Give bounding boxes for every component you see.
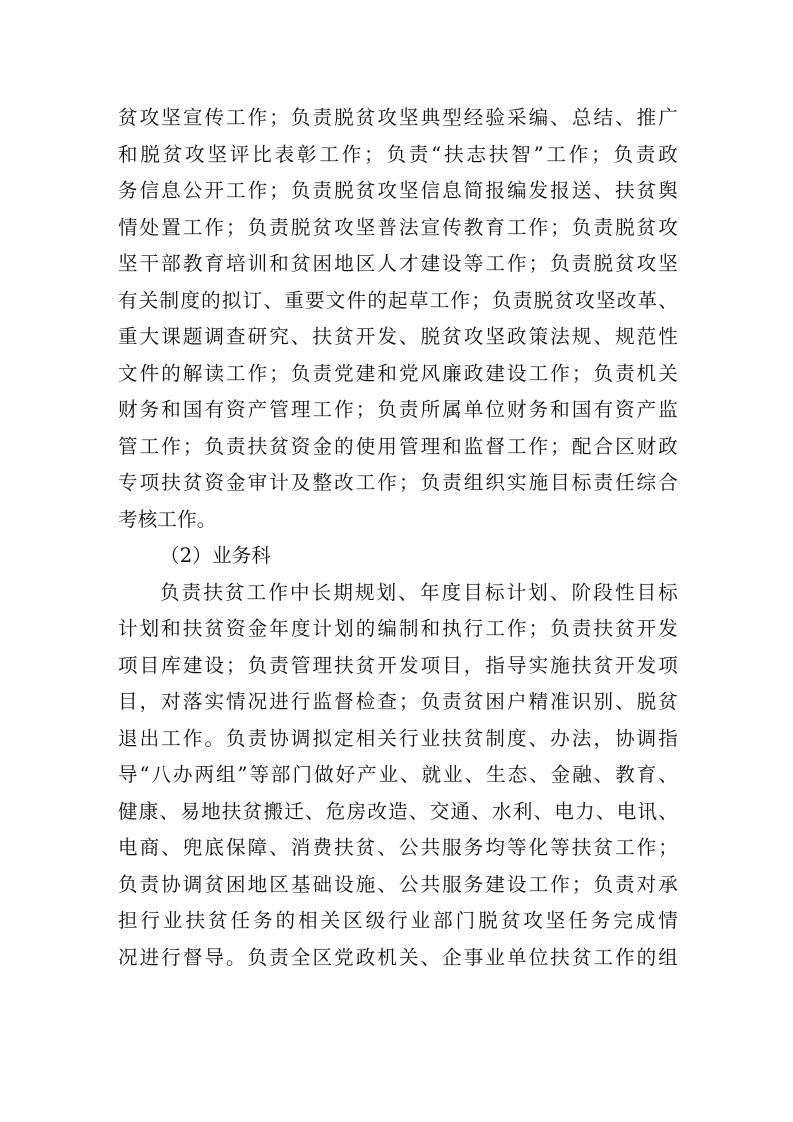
- text-line: 坚干部教育培训和贫困地区人才建设等工作；负责脱贫攻坚: [118, 252, 678, 275]
- text-line: 和脱贫攻坚评比表彰工作；负责“扶志扶智”工作；负责政: [118, 142, 678, 166]
- section-heading: （2）业务科: [160, 544, 272, 567]
- text-line: 计划和扶贫资金年度计划的编制和执行工作；负责扶贫开发: [118, 617, 678, 640]
- document-body: [118, 100, 678, 976]
- text-line: 务信息公开工作；负责脱贫攻坚信息简报编发报送、扶贫舆: [118, 179, 678, 202]
- text-line: 有关制度的拟订、重要文件的起草工作；负责脱贫攻坚改革、: [118, 288, 678, 312]
- text-line: 贫攻坚宣传工作；负责脱贫攻坚典型经验采编、总结、推广: [118, 106, 678, 129]
- text-line: 项目库建设；负责管理扶贫开发项目，指导实施扶贫开发项: [118, 653, 678, 677]
- text-line: 担行业扶贫任务的相关区级行业部门脱贫攻坚任务完成情: [118, 909, 678, 932]
- text-line: 况进行督导。负责全区党政机关、企事业单位扶贫工作的组: [118, 945, 678, 969]
- text-line: 电商、兜底保障、消费扶贫、公共服务均等化等扶贫工作；: [118, 836, 678, 859]
- text-line: 退出工作。负责协调拟定相关行业扶贫制度、办法，协调指: [118, 726, 678, 750]
- text-line: 情处置工作；负责脱贫攻坚普法宣传教育工作；负责脱贫攻: [118, 215, 678, 239]
- text-line: 目，对落实情况进行监督检查；负责贫困户精准识别、脱贫: [118, 690, 678, 713]
- text-line: 文件的解读工作；负责党建和党风廉政建设工作；负责机关: [118, 361, 678, 385]
- paragraph-first-line: 负责扶贫工作中长期规划、年度目标计划、阶段性目标: [160, 580, 678, 604]
- text-line: 专项扶贫资金审计及整改工作；负责组织实施目标责任综合: [118, 471, 678, 494]
- text-line: 健康、易地扶贫搬迁、危房改造、交通、水利、电力、电讯、: [118, 799, 678, 823]
- text-line: 财务和国有资产管理工作；负责所属单位财务和国有资产监: [118, 398, 678, 421]
- text-line: 导“八办两组”等部门做好产业、就业、生态、金融、教育、: [118, 763, 678, 786]
- text-line: 管工作；负责扶贫资金的使用管理和监督工作；配合区财政: [118, 434, 678, 458]
- paragraph-end-line: 考核工作。: [118, 507, 217, 531]
- text-line: 重大课题调查研究、扶贫开发、脱贫攻坚政策法规、规范性: [118, 325, 678, 348]
- text-line: 负责协调贫困地区基础设施、公共服务建设工作；负责对承: [118, 872, 678, 896]
